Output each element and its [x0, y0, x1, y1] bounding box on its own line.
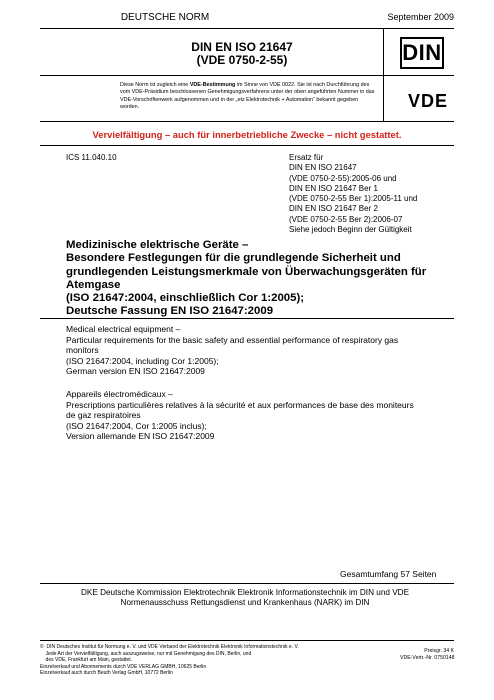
din-logo: DIN [400, 37, 444, 69]
committee-line: DKE Deutsche Kommission Elektrotechnik Elektronik Informationstechnik im DIN und VDE [80, 588, 410, 597]
footer-line: Einzelverkauf und Abonnements durch VDE VERLAG GMBH, 10625 Berlin [40, 663, 207, 670]
french-title-line: de gaz respiratoires [66, 410, 141, 420]
vde-note-suffix: im Sinne von VDE 0022. Sie ist nach Durchführung des vom VDE-Präsidium beschlossenen Genehmigungsverfahrens unter der oben angeführten Nummer in das VDE-Vorschriftenwerk aufgenommen und in der „etz Elektrotechnik + Automation“ bekannt gegeben worden. [120, 82, 375, 111]
order-number: VDE-Vertr.-Nr. 0750148 [400, 655, 455, 661]
copy-warning: Vervielfältigung – auch für innerbetriebliche Zwecke – nicht gestattet. [92, 129, 402, 140]
english-title-line: Medical electrical equipment – [66, 324, 181, 334]
french-title-line: Appareils électromédicaux – [66, 389, 173, 399]
french-title-line: Version allemande EN ISO 21647:2009 [66, 431, 215, 441]
warning-rule [40, 145, 454, 146]
replaces-block [289, 153, 469, 235]
publication-date: September 2009 [387, 12, 454, 22]
top-rule [40, 28, 454, 29]
replaces-line: (VDE 0750-2-55 Ber 2):2006-07 [289, 214, 403, 224]
replaces-line: DIN EN ISO 21647 Ber 2 [289, 204, 378, 214]
german-title-line: Besondere Festlegungen für die grundlegende Sicherheit und [66, 252, 401, 265]
german-title-line: (ISO 21647:2004, einschließlich Cor 1:2005); [66, 292, 305, 305]
english-title-line: monitors [66, 345, 99, 355]
replaces-line: DIN EN ISO 21647 Ber 1 [289, 183, 378, 193]
replaces-line: Siehe jedoch Beginn der Gültigkeit [289, 225, 412, 235]
footer-rule [40, 640, 454, 641]
english-title-line: Particular requirements for the basic safety and essential performance of respiratory gas [66, 334, 399, 345]
french-title [66, 389, 456, 442]
replaces-line: DIN EN ISO 21647 [289, 163, 357, 173]
replaces-line: (VDE 0750-2-55 Ber 1):2005-11 und [289, 194, 418, 204]
vde-classification: (VDE 0750-2-55) [196, 53, 288, 67]
standard-number: DIN EN ISO 21647 [191, 40, 293, 54]
committee-block [40, 588, 450, 609]
german-title-line: grundlegenden Leistungsmerkmale von Überwachungsgeräten für [66, 265, 427, 278]
copyright-footer [40, 644, 370, 677]
english-title-line: German version EN ISO 21647:2009 [66, 366, 205, 376]
german-title-line: Atemgase [66, 278, 121, 291]
price-group: Preisgr. 34 K [424, 648, 454, 654]
german-title-line: Deutsche Fassung EN ISO 21647:2009 [66, 305, 274, 318]
vde-logo: VDE [407, 91, 448, 111]
german-title-line: Medizinische elektrische Geräte – [66, 239, 249, 251]
german-title [66, 239, 446, 319]
footer-line: Einzelverkauf auch durch Beuth Verlag GmbH, 10772 Berlin [40, 670, 173, 677]
title-separator [40, 318, 454, 319]
note-rule [40, 121, 454, 122]
english-title-line: (ISO 21647:2004, including Cor 1:2005); [66, 355, 219, 366]
footer-line: © DIN Deutsches Institut für Normung e. V. und VDE Verband der Elektrotechnik Elektronik Informationstechnik e. V. [40, 644, 299, 650]
ics-code: ICS 11.040.10 [66, 153, 117, 162]
document-type-label: DEUTSCHE NORM [120, 12, 210, 23]
vde-note-bold: VDE-Bestimmung [189, 82, 236, 88]
replaces-line: (VDE 0750-2-55):2005-06 und [289, 173, 397, 183]
committee-line: Normenausschuss Rettungsdienst und Krankenhaus (NARK) im DIN [120, 598, 370, 608]
french-title-line: (ISO 21647:2004, Cor 1:2005 inclus); [66, 420, 207, 431]
footer-line: Jede Art der Vervielfältigung, auch auszugsweise, nur mit Genehmigung des DIN, Berlin, und [40, 650, 252, 657]
price-info [400, 648, 454, 662]
replaces-line: Ersatz für [289, 153, 324, 162]
title-rule [40, 75, 454, 76]
english-title [66, 324, 456, 377]
total-pages: Gesamtumfang 57 Seiten [340, 569, 437, 579]
footer-line: des VDE, Frankfurt am Main, gestattet. [40, 657, 132, 664]
vde-note [120, 82, 378, 112]
vde-note-prefix: Diese Norm ist zugleich eine [120, 82, 190, 88]
french-title-line: Prescriptions particulières relatives à la sécurité et aux performances de base des moniteurs [66, 399, 414, 410]
pages-rule [40, 583, 454, 584]
